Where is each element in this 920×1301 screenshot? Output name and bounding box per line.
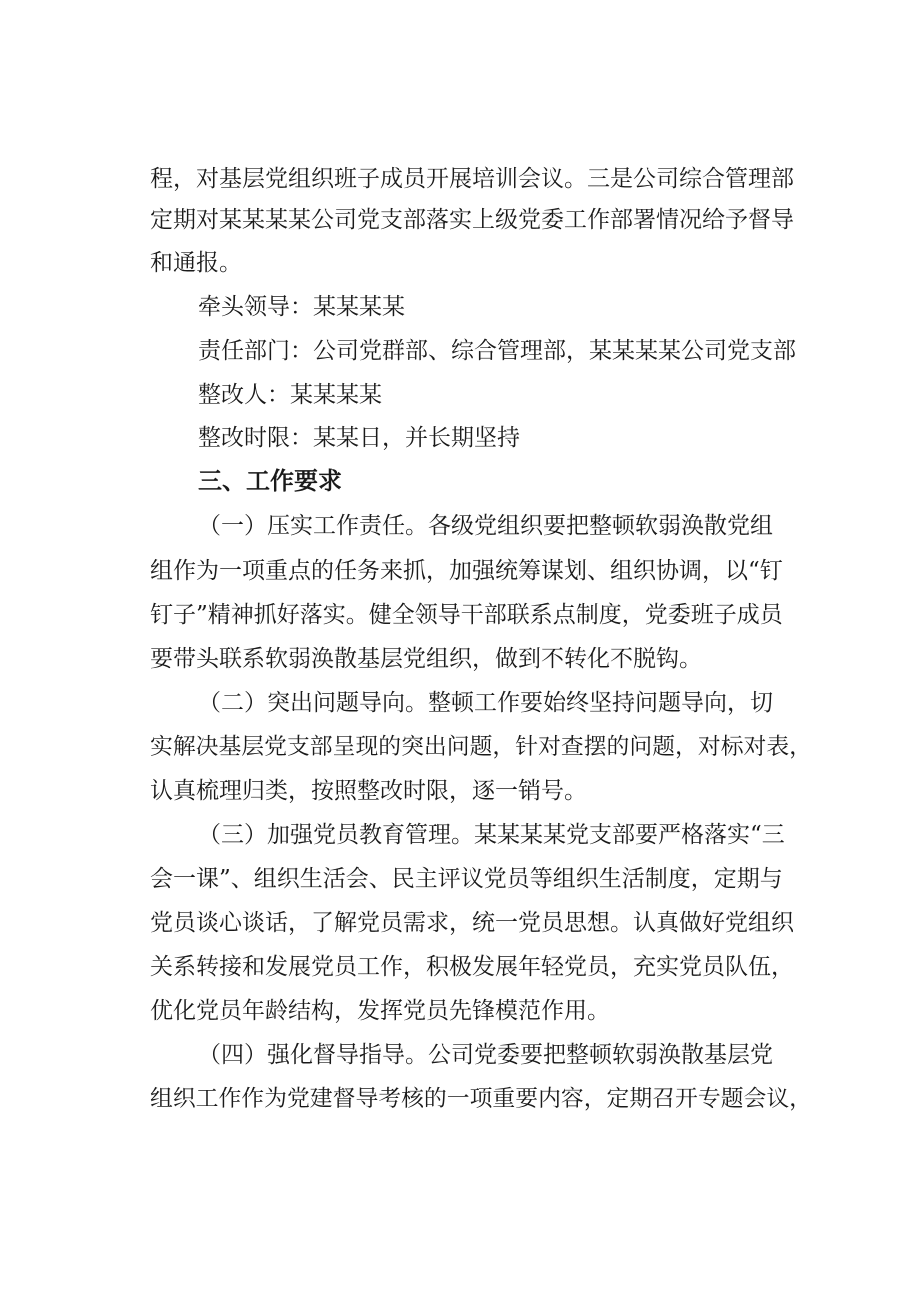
- rectifier-line: [0, 373, 920, 417]
- deadline-line: [0, 416, 920, 460]
- paragraph-text: 关系转接和发展党员工作，积极发展年轻党员，充实党员队伍，: [150, 954, 794, 980]
- paragraph-line: [0, 1077, 920, 1121]
- paragraph-text: 认真梳理归类，按照整改时限，逐一销号。: [150, 778, 587, 804]
- paragraph-text: 组作为一项重点的任务来抓，加强统筹谋划、组织协调，以“钉: [150, 558, 783, 584]
- paragraph-line: [0, 901, 920, 945]
- paragraph-line: [0, 769, 920, 813]
- paragraph-line: [0, 1033, 920, 1077]
- paragraph-line: [0, 945, 920, 989]
- paragraph-text: 定期对某某某某公司党支部落实上级党委工作部署情况给予督导: [150, 207, 794, 233]
- lead-leader-text: 牵头领导：某某某某: [198, 294, 405, 320]
- paragraph-line: [0, 725, 920, 769]
- paragraph-text: 优化党员年龄结构，发挥党员先锋模范作用。: [150, 998, 610, 1024]
- lead-leader-line: [0, 285, 920, 329]
- paragraph-text: 组织工作作为党建督导考核的一项重要内容，定期召开专题会议，: [150, 1086, 813, 1112]
- paragraph-line: [0, 989, 920, 1033]
- paragraph-line: [0, 637, 920, 681]
- paragraph-text: （一）压实工作责任。各级党组织要把整顿软弱涣散党组: [198, 513, 773, 539]
- responsible-dept-text: 责任部门：公司党群部、综合管理部，某某某某公司党支部: [198, 338, 796, 364]
- paragraph-line: [0, 504, 920, 548]
- paragraph-text: 钉子”精神抓好落实。健全领导干部联系点制度，党委班子成员: [150, 602, 783, 628]
- section-heading: [0, 459, 920, 503]
- paragraph-line: [0, 593, 920, 637]
- section-heading-text: 三、工作要求: [198, 467, 342, 495]
- paragraph-line: [0, 157, 920, 201]
- paragraph-text: （二）突出问题导向。整顿工作要始终坚持问题导向，切: [198, 690, 773, 716]
- paragraph-line: [0, 681, 920, 725]
- paragraph-line: [0, 857, 920, 901]
- paragraph-text: （三）加强党员教育管理。某某某某党支部要严格落实“三: [198, 822, 785, 848]
- paragraph-line: [0, 241, 920, 285]
- paragraph-text: 要带头联系软弱涣散基层党组织，做到不转化不脱钩。: [150, 646, 702, 672]
- rectifier-text: 整改人：某某某某: [198, 382, 382, 408]
- paragraph-line: [0, 549, 920, 593]
- paragraph-text: （四）强化督导指导。公司党委要把整顿软弱涣散基层党: [198, 1042, 773, 1068]
- paragraph-text: 会一课”、组织生活会、民主评议党员等组织生活制度，定期与: [150, 866, 783, 892]
- paragraph-line: [0, 198, 920, 242]
- responsible-dept-line: [0, 329, 920, 373]
- paragraph-text: 实解决基层党支部呈现的突出问题，针对查摆的问题，对标对表，: [150, 734, 813, 760]
- paragraph-text: 程，对基层党组织班子成员开展培训会议。三是公司综合管理部: [150, 166, 794, 192]
- paragraph-text: 和通报。: [150, 250, 242, 276]
- deadline-text: 整改时限：某某日，并长期坚持: [198, 425, 520, 451]
- paragraph-line: [0, 813, 920, 857]
- paragraph-text: 党员谈心谈话，了解党员需求，统一党员思想。认真做好党组织: [150, 910, 794, 936]
